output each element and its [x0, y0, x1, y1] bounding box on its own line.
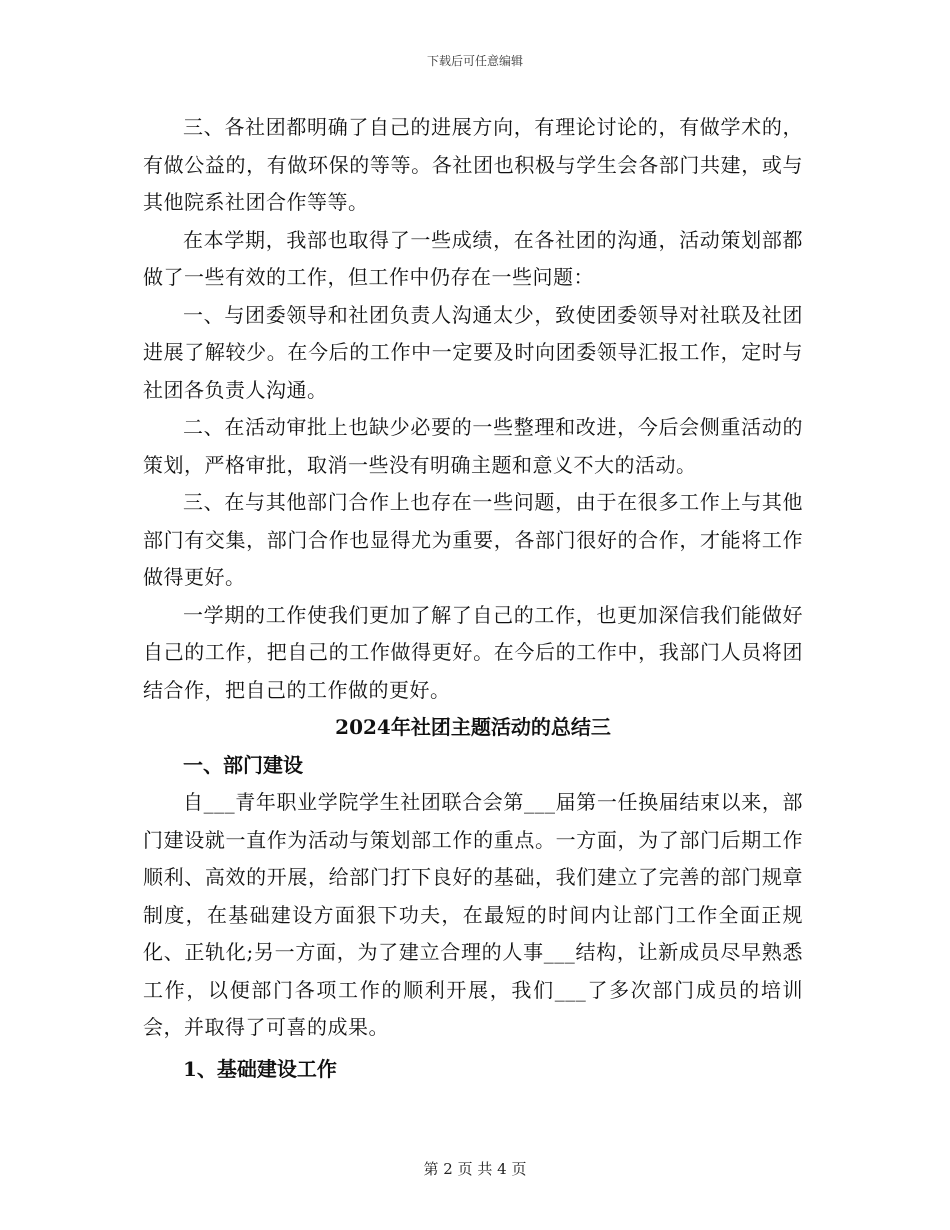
- paragraph: 在本学期，我部也取得了一些成绩，在各社团的沟通，活动策划部都做了一些有效的工作，但工作中仍存在一些问题：: [143, 227, 803, 289]
- paragraph: 自___青年职业学院学生社团联合会第___届第一任换届结束以来，部门建设就一直作为活动与策划部工作的重点。一方面，为了部门后期工作顺利、高效的开展，给部门打下良好的基础，我们建立了完善的部门规章制度，在基础建设方面狠下功夫，在最短的时间内让部门工作全面正规化、正轨化;另一方面，为了建立合理的人事___结构，让新成员尽早熟悉工作，以便部门各项工作的顺利开展，我们___了多次部门成员的培训会，并取得了可喜的成果。: [143, 790, 803, 1039]
- subheading-department-building: 一、部门建设: [183, 752, 303, 777]
- paragraph: 三、在与其他部门合作上也存在一些问题，由于在很多工作上与其他部门有交集，部门合作也显得尤为重要，各部门很好的合作，才能将工作做得更好。: [143, 490, 803, 589]
- paragraph: 三、各社团都明确了自己的进展方向，有理论讨论的，有做学术的，有做公益的，有做环保的等等。各社团也积极与学生会各部门共建，或与其他院系社团合作等等。: [143, 115, 803, 214]
- paragraph: 一、与团委领导和社团负责人沟通太少，致使团委领导对社联及社团进展了解较少。在今后的工作中一定要及时向团委领导汇报工作，定时与社团各负责人沟通。: [143, 302, 803, 402]
- page-header: 下载后可任意编辑: [426, 54, 523, 68]
- paragraph: 二、在活动审批上也缺少必要的一些整理和改进，今后会侧重活动的策划，严格审批，取消一些没有明确主题和意义不大的活动。: [143, 415, 803, 477]
- page-footer: 第 2 页 共 4 页: [423, 1160, 527, 1178]
- paragraph: 一学期的工作使我们更加了解了自己的工作，也更加深信我们能做好自己的工作，把自己的工作做得更好。在今后的工作中，我部门人员将团结合作，把自己的工作做的更好。: [143, 602, 803, 702]
- document-body: [143, 109, 803, 1088]
- section-title: 2024年社团主题活动的总结三: [335, 715, 611, 739]
- subheading-basic-construction: 1、基础建设工作: [183, 1056, 337, 1081]
